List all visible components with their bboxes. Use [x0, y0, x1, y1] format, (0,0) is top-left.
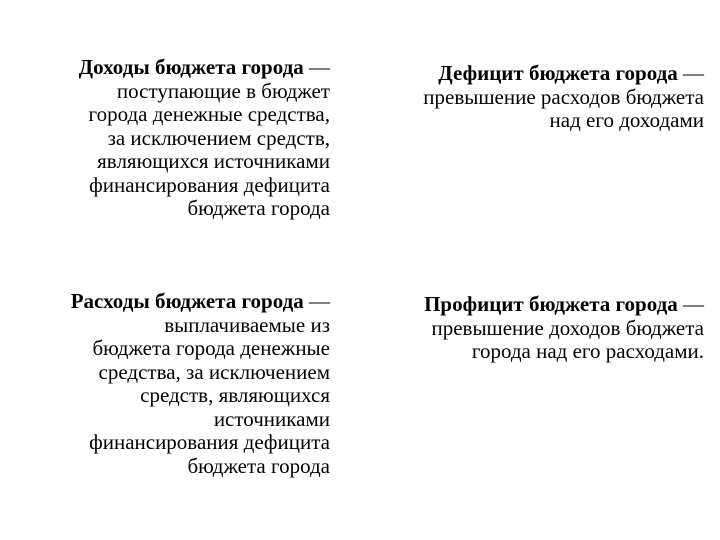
definition-line: города денежные средства, [88, 102, 330, 126]
definition-line: средства, за исключением [98, 359, 330, 384]
term-surplus: Профицит бюджета города [424, 292, 678, 316]
definition-line: превышение доходов бюджета [431, 315, 704, 340]
term-dash: — [677, 61, 704, 85]
term-expense: Расходы бюджета города [70, 289, 304, 313]
term-dash: — [303, 55, 330, 79]
definition-line: средств, являющихся [140, 383, 330, 407]
definition-heading [12, 290, 330, 314]
definition-deficit [360, 62, 704, 133]
definition-line: поступающие в бюджет [116, 78, 330, 103]
definition-line: бюджета города [187, 196, 330, 220]
definition-expense [12, 290, 330, 478]
term-dash: — [677, 292, 704, 316]
definition-line: за исключением средств, [107, 125, 330, 150]
term-dash: — [303, 289, 330, 313]
definition-surplus [360, 293, 704, 364]
definition-line: над его доходами [549, 108, 704, 132]
definition-heading [12, 56, 330, 80]
definition-line: финансирования дефицита [89, 172, 330, 197]
definition-line: финансирования дефицита [89, 430, 330, 454]
definition-line: являющихся источниками [97, 149, 330, 173]
definition-heading [360, 62, 704, 86]
definition-line: города над его расходами. [471, 339, 704, 363]
term-deficit: Дефицит бюджета города [438, 61, 678, 85]
term-income: Доходы бюджета города [78, 55, 304, 79]
definition-line: выплачиваемые из [164, 312, 330, 337]
definition-line: источниками [213, 406, 330, 431]
definition-line: бюджета города [187, 453, 330, 478]
definition-line: превышение расходов бюджета [423, 84, 704, 109]
definition-line: бюджета города денежные [92, 336, 330, 360]
definition-income [12, 56, 330, 221]
definition-heading [360, 293, 704, 317]
